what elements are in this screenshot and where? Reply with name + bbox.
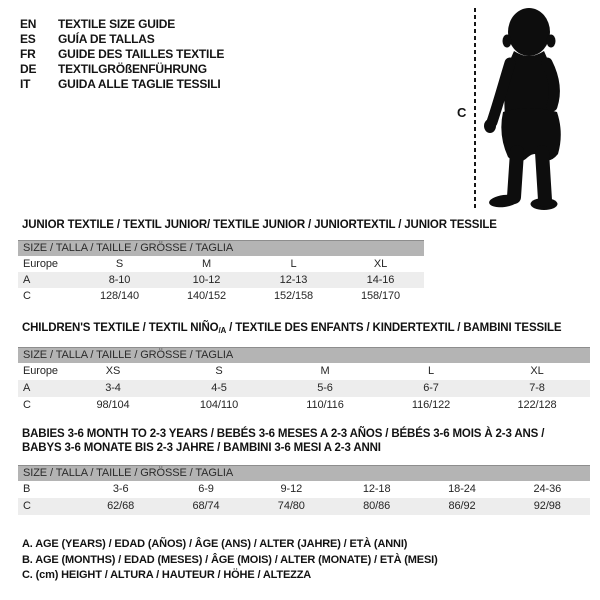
size-cell: XS	[105, 365, 121, 377]
legend-note-a: A. AGE (YEARS) / EDAD (AÑOS) / ÂGE (ANS) / ALTER (JAHRE) / ETÀ (ANNI)	[22, 538, 408, 550]
size-cell: L	[290, 258, 297, 270]
babies-size-table	[18, 465, 590, 515]
language-code: FR	[20, 47, 36, 61]
baby-silhouette-icon	[481, 5, 573, 211]
row-label: B	[23, 483, 31, 495]
table-row-age	[18, 272, 424, 288]
junior-size-table	[18, 240, 424, 304]
height-cell: 110/116	[306, 399, 344, 411]
height-cell: 104/110	[199, 399, 239, 411]
table-row-height	[18, 498, 590, 515]
children-title-text: CHILDREN'S TEXTILE / TEXTIL NIÑO	[22, 322, 219, 334]
age-cell: 14-16	[366, 274, 395, 286]
language-code: EN	[20, 17, 37, 31]
height-measure-dashed-line	[474, 8, 476, 210]
height-cell: 68/74	[192, 500, 220, 512]
height-cell: 128/140	[99, 290, 140, 302]
age-cell: 12-13	[279, 274, 308, 286]
children-title-subscript: /A	[218, 326, 227, 335]
age-cell: 6-9	[198, 483, 214, 495]
babies-section-title	[22, 427, 544, 455]
age-cell: 24-36	[533, 483, 562, 495]
junior-section-title: JUNIOR TEXTILE / TEXTIL JUNIOR/ TEXTILE JUNIOR / JUNIORTEXTIL / JUNIOR TESSILE	[22, 219, 497, 231]
language-title: GUIDA ALLE TAGLIE TESSILI	[58, 77, 221, 91]
height-cell: 62/68	[107, 500, 135, 512]
children-title-text: / TEXTILE DES ENFANTS / KINDERTEXTIL / BAMBINI TESSILE	[226, 322, 562, 334]
children-section-title	[22, 322, 561, 334]
size-cell: M	[201, 258, 212, 270]
age-cell: 10-12	[192, 274, 221, 286]
size-cell: M	[320, 365, 330, 377]
language-title: TEXTILE SIZE GUIDE	[58, 17, 176, 31]
row-label: A	[23, 274, 31, 286]
size-cell: XL	[530, 365, 544, 377]
table-row-age	[18, 380, 590, 397]
height-cell: 116/122	[411, 399, 451, 411]
height-measure-label: C	[457, 105, 467, 120]
children-size-table	[18, 347, 590, 414]
babies-title-line2: BABYS 3-6 MONATE BIS 2-3 JAHRE / BAMBINI 3-6 MESI A 2-3 ANNI	[22, 442, 381, 454]
language-title: GUIDE DES TAILLES TEXTILE	[58, 47, 225, 61]
age-cell: 5-6	[317, 382, 333, 394]
size-cell: S	[115, 258, 124, 270]
age-cell: 8-10	[108, 274, 131, 286]
table-row-europe	[18, 256, 424, 272]
row-label: C	[23, 399, 31, 411]
age-cell: 3-4	[105, 382, 121, 394]
language-title: GUÍA DE TALLAS	[58, 32, 155, 46]
row-label: C	[23, 290, 31, 302]
age-cell: 3-6	[112, 483, 129, 495]
height-cell: 92/98	[533, 500, 561, 512]
row-label: Europe	[23, 258, 58, 270]
height-cell: 140/152	[186, 290, 227, 302]
table-row-height	[18, 397, 590, 414]
height-cell: 152/158	[273, 290, 314, 302]
row-label: A	[23, 382, 31, 394]
size-cell: L	[427, 365, 435, 377]
language-code: IT	[20, 77, 31, 91]
height-cell: 98/104	[96, 399, 130, 411]
size-cell: XL	[373, 258, 388, 270]
language-row-fr	[20, 47, 224, 62]
row-label: C	[23, 500, 31, 512]
height-cell: 80/86	[363, 500, 391, 512]
babies-title-line1: BABIES 3-6 MONTH TO 2-3 YEARS / BEBÉS 3-6 MESES A 2-3 AÑOS / BÉBÉS 3-6 MOIS À 2-3 ANS /	[22, 428, 545, 440]
age-cell: 9-12	[280, 483, 303, 495]
age-cell: 7-8	[529, 382, 545, 394]
height-cell: 86/92	[448, 500, 476, 512]
size-table-header: SIZE / TALLA / TAILLE / GRÖSSE / TAGLIA	[18, 465, 590, 481]
language-title: TEXTILGRÖßENFÜHRUNG	[58, 62, 207, 76]
legend-note-b: B. AGE (MONTHS) / EDAD (MESES) / ÂGE (MOIS) / ALTER (MONATE) / ETÀ (MESI)	[22, 553, 438, 566]
age-cell: 18-24	[448, 483, 476, 495]
table-row-height	[18, 288, 424, 304]
language-row-it	[20, 77, 224, 92]
language-row-de	[20, 62, 224, 77]
height-cell: 158/170	[360, 290, 401, 302]
row-label: Europe	[23, 365, 58, 377]
language-code: ES	[20, 32, 36, 46]
language-row-en	[20, 17, 224, 32]
language-title-list	[20, 17, 224, 92]
size-table-header: SIZE / TALLA / TAILLE / GRÖSSE / TAGLIA	[18, 347, 590, 363]
table-row-age-months	[18, 481, 590, 498]
size-cell: S	[215, 365, 223, 377]
size-table-header: SIZE / TALLA / TAILLE / GRÖSSE / TAGLIA	[18, 240, 424, 256]
age-cell: 12-18	[362, 483, 391, 495]
language-row-es	[20, 32, 224, 47]
legend-note-c: C. (cm) HEIGHT / ALTURA / HAUTEUR / HÖHE / ALTEZZA	[22, 569, 312, 581]
table-row-europe	[18, 363, 590, 380]
language-code: DE	[20, 62, 37, 76]
height-cell: 74/80	[277, 500, 305, 512]
height-cell: 122/128	[517, 399, 557, 411]
age-cell: 6-7	[423, 382, 439, 394]
age-cell: 4-5	[211, 382, 227, 394]
legend-notes	[22, 537, 438, 584]
